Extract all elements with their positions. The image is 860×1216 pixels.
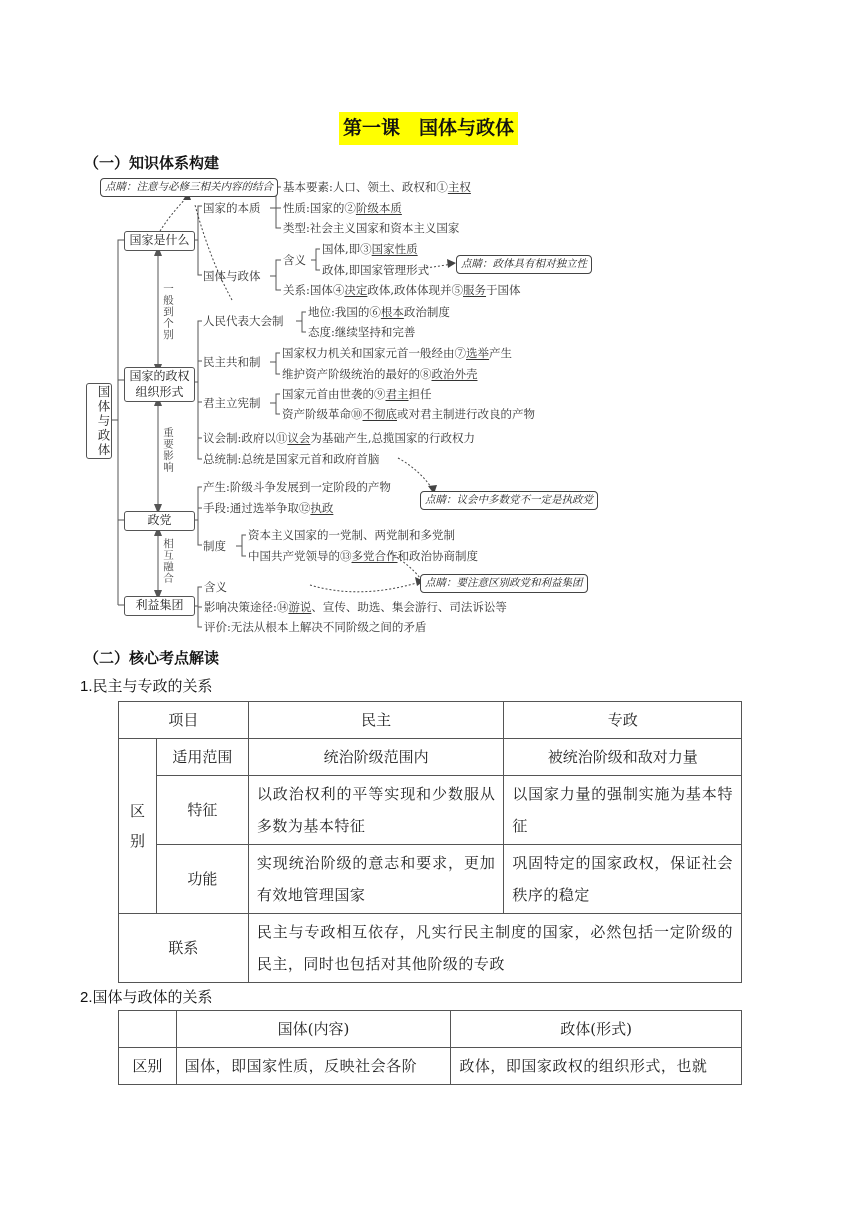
- essence-type: 类型:社会主义国家和资本主义国家: [283, 221, 460, 235]
- header-item: 项目: [119, 702, 249, 739]
- difference-label: 区别: [119, 739, 157, 914]
- meaning-state-system: 国体,即③国家性质: [322, 242, 418, 256]
- link-text: 民主与专政相互依存，凡实行民主制度的国家，必然包括一定阶级的民主，同时也包括对其他阶级的专政: [248, 914, 741, 983]
- header-empty: [119, 1011, 177, 1048]
- node-org-form: 国家的政权组织形式: [124, 367, 195, 402]
- table2-heading: 2.国体与政体的关系: [80, 989, 213, 1006]
- essence-elements: 基本要素:人口、领土、政权和①主权: [283, 180, 471, 194]
- section-heading-knowledge: （一）知识体系构建: [84, 154, 220, 172]
- presidential-system: 总统制:总统是国家元首和政府首脑: [203, 452, 380, 466]
- node-what-is-state: 国家是什么: [124, 231, 195, 251]
- meaning-polity: 政体,即国家管理形式: [322, 263, 430, 277]
- row-label: 适用范围: [156, 739, 248, 776]
- header-dictatorship: 专政: [504, 702, 742, 739]
- table-row: [119, 776, 742, 845]
- interest-meaning: 含义: [204, 580, 227, 594]
- note-majority-party: 点睛：议会中多数党不一定是执政党: [420, 491, 598, 510]
- label-republic: 民主共和制: [203, 355, 261, 369]
- parliamentary-system: 议会制:政府以⑪议会为基础产生,总揽国家的行政权力: [203, 431, 476, 445]
- cell-dictatorship: 被统治阶级和敌对力量: [504, 739, 742, 776]
- label-state-polity: 国体与政体: [203, 269, 261, 283]
- party-system-capitalist: 资本主义国家的一党制、两党制和多党制: [248, 528, 455, 542]
- note-party-vs-interest: 点睛：要注意区别政党和利益集团: [420, 574, 588, 593]
- table-row: [119, 739, 742, 776]
- header-democracy: 民主: [248, 702, 504, 739]
- party-origin: 产生:阶级斗争发展到一定阶段的产物: [203, 480, 391, 494]
- interest-evaluation: 评价:无法从根本上解决不同阶级之间的矛盾: [204, 620, 427, 634]
- table-row: [119, 914, 742, 983]
- node-interest-group: 利益集团: [124, 596, 195, 616]
- democracy-dictatorship-table: [118, 701, 742, 983]
- section-heading-core: （二）核心考点解读: [84, 649, 220, 667]
- label-state-essence: 国家的本质: [203, 201, 261, 215]
- header-polity: 政体(形式): [451, 1011, 742, 1048]
- header-state-system: 国体(内容): [176, 1011, 451, 1048]
- row-label: 功能: [156, 845, 248, 914]
- npc-status: 地位:我国的⑥根本政治制度: [308, 305, 450, 319]
- link-label: 联系: [119, 914, 249, 983]
- cell-democracy: 实现统治阶级的意志和要求，更加有效地管理国家: [248, 845, 504, 914]
- party-means: 手段:通过选举争取⑫执政: [203, 501, 334, 515]
- cell-dictatorship: 以国家力量的强制实施为基本特征: [504, 776, 742, 845]
- essence-nature: 性质:国家的②阶级本质: [283, 201, 402, 215]
- node-party: 政党: [124, 511, 195, 531]
- interest-influence: 影响决策途径:⑭游说、宣传、助选、集会游行、司法诉讼等: [204, 600, 507, 614]
- cell-state-system: 国体，即国家性质，反映社会各阶: [176, 1048, 451, 1085]
- label-party-system: 制度: [203, 539, 226, 553]
- npc-attitude: 态度:继续坚持和完善: [308, 325, 416, 339]
- cell-democracy: 以政治权利的平等实现和少数服从多数为基本特征: [248, 776, 504, 845]
- table-row: [119, 1048, 742, 1085]
- label-constitutional-monarchy: 君主立宪制: [203, 396, 261, 410]
- row-label: 区别: [119, 1048, 177, 1085]
- row-label: 特征: [156, 776, 248, 845]
- cell-democracy: 统治阶级范围内: [248, 739, 504, 776]
- link-label-important-influence: 重要影响: [162, 427, 174, 473]
- link-label-mutual-fusion: 相互融合: [162, 538, 174, 584]
- table-row: [119, 702, 742, 739]
- republic-election: 国家权力机关和国家元首一般经由⑦选举产生: [282, 346, 512, 360]
- monarchy-head: 国家元首由世袭的⑨君主担任: [282, 387, 432, 401]
- label-meaning: 含义: [283, 253, 306, 267]
- cell-polity: 政体，即国家政权的组织形式，也就: [451, 1048, 742, 1085]
- monarchy-origin: 资产阶级革命⑩不彻底或对君主制进行改良的产物: [282, 407, 535, 421]
- label-npc: 人民代表大会制: [203, 314, 284, 328]
- relation-state-polity: 关系:国体④决定政体,政体体现并⑤服务于国体: [283, 283, 521, 297]
- root-node: 国体与政体: [86, 383, 112, 459]
- link-label-general-specific: 一般到个别: [162, 283, 174, 341]
- cell-dictatorship: 巩固特定的国家政权，保证社会秩序的稳定: [504, 845, 742, 914]
- party-system-china: 中国共产党领导的⑬多党合作和政治协商制度: [248, 549, 478, 563]
- page-title: 第一课 国体与政体: [339, 112, 518, 145]
- state-polity-table: [118, 1010, 742, 1085]
- note-polity-independence: 点睛：政体具有相对独立性: [456, 255, 592, 274]
- republic-shell: 维护资产阶级统治的最好的⑧政治外壳: [282, 367, 478, 381]
- table-row: [119, 1011, 742, 1048]
- table1-heading: 1.民主与专政的关系: [80, 678, 213, 695]
- table-row: [119, 845, 742, 914]
- note-compulsory-three: 点睛：注意与必修三相关内容的结合: [100, 178, 278, 197]
